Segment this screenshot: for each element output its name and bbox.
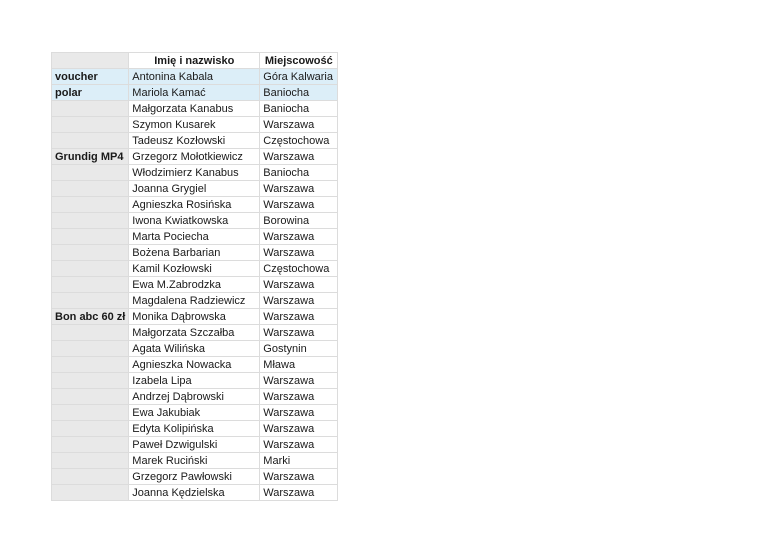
city-cell[interactable]: Warszawa: [260, 405, 338, 421]
table-row: [52, 181, 338, 197]
name-cell[interactable]: Antonina Kabala: [129, 69, 260, 85]
city-cell[interactable]: Warszawa: [260, 325, 338, 341]
table-row: [52, 357, 338, 373]
category-cell[interactable]: [52, 181, 129, 197]
city-cell[interactable]: Warszawa: [260, 469, 338, 485]
city-cell[interactable]: Warszawa: [260, 485, 338, 501]
spreadsheet: [51, 52, 338, 501]
table-row: [52, 389, 338, 405]
city-header[interactable]: Miejscowość: [260, 53, 338, 69]
table-row: [52, 261, 338, 277]
name-cell[interactable]: Magdalena Radziewicz: [129, 293, 260, 309]
city-cell[interactable]: Warszawa: [260, 117, 338, 133]
name-cell[interactable]: Joanna Kędzielska: [129, 485, 260, 501]
city-cell[interactable]: Warszawa: [260, 373, 338, 389]
table-row: [52, 341, 338, 357]
name-cell[interactable]: Agata Wilińska: [129, 341, 260, 357]
category-cell[interactable]: Bon abc 60 zł: [52, 309, 129, 325]
category-cell[interactable]: [52, 373, 129, 389]
category-cell[interactable]: [52, 453, 129, 469]
category-cell[interactable]: [52, 293, 129, 309]
category-cell[interactable]: [52, 357, 129, 373]
city-cell[interactable]: Warszawa: [260, 293, 338, 309]
name-cell[interactable]: Małgorzata Szczałba: [129, 325, 260, 341]
name-header[interactable]: Imię i nazwisko: [129, 53, 260, 69]
table-row: [52, 69, 338, 85]
name-cell[interactable]: Iwona Kwiatkowska: [129, 213, 260, 229]
table-row: [52, 165, 338, 181]
category-cell[interactable]: voucher: [52, 69, 129, 85]
name-cell[interactable]: Joanna Grygiel: [129, 181, 260, 197]
table-row: [52, 245, 338, 261]
category-cell[interactable]: [52, 485, 129, 501]
category-cell[interactable]: [52, 277, 129, 293]
city-cell[interactable]: Baniocha: [260, 101, 338, 117]
city-cell[interactable]: Baniocha: [260, 85, 338, 101]
table-row: [52, 485, 338, 501]
table-body: [52, 69, 338, 501]
name-cell[interactable]: Andrzej Dąbrowski: [129, 389, 260, 405]
city-cell[interactable]: Warszawa: [260, 421, 338, 437]
category-cell[interactable]: [52, 389, 129, 405]
table-row: [52, 437, 338, 453]
table-row: [52, 325, 338, 341]
city-cell[interactable]: Częstochowa: [260, 261, 338, 277]
table-row: [52, 309, 338, 325]
table-row: [52, 85, 338, 101]
city-cell[interactable]: Warszawa: [260, 277, 338, 293]
category-cell[interactable]: [52, 133, 129, 149]
city-cell[interactable]: Borowina: [260, 213, 338, 229]
name-cell[interactable]: Małgorzata Kanabus: [129, 101, 260, 117]
category-cell[interactable]: [52, 165, 129, 181]
table-row: [52, 373, 338, 389]
table-row: [52, 197, 338, 213]
table-row: [52, 117, 338, 133]
city-cell[interactable]: Warszawa: [260, 197, 338, 213]
city-cell[interactable]: Warszawa: [260, 309, 338, 325]
category-cell[interactable]: [52, 421, 129, 437]
name-cell[interactable]: Agnieszka Rosińska: [129, 197, 260, 213]
category-cell[interactable]: [52, 101, 129, 117]
name-cell[interactable]: Włodzimierz Kanabus: [129, 165, 260, 181]
category-cell[interactable]: polar: [52, 85, 129, 101]
category-cell[interactable]: [52, 341, 129, 357]
city-cell[interactable]: Warszawa: [260, 389, 338, 405]
name-cell[interactable]: Ewa M.Zabrodzka: [129, 277, 260, 293]
table-row: [52, 469, 338, 485]
category-cell[interactable]: Grundig MP4: [52, 149, 129, 165]
city-cell[interactable]: Warszawa: [260, 149, 338, 165]
city-cell[interactable]: Gostynin: [260, 341, 338, 357]
city-cell[interactable]: Baniocha: [260, 165, 338, 181]
category-cell[interactable]: [52, 437, 129, 453]
name-cell[interactable]: Agnieszka Nowacka: [129, 357, 260, 373]
city-cell[interactable]: Góra Kalwaria: [260, 69, 338, 85]
category-cell[interactable]: [52, 469, 129, 485]
name-cell[interactable]: Tadeusz Kozłowski: [129, 133, 260, 149]
table-row: [52, 293, 338, 309]
name-cell[interactable]: Edyta Kolipińska: [129, 421, 260, 437]
category-cell[interactable]: [52, 325, 129, 341]
name-cell[interactable]: Marta Pociecha: [129, 229, 260, 245]
table-row: [52, 277, 338, 293]
name-cell[interactable]: Kamil Kozłowski: [129, 261, 260, 277]
table-row: [52, 133, 338, 149]
table-row: [52, 421, 338, 437]
city-cell[interactable]: Warszawa: [260, 229, 338, 245]
table-row: [52, 453, 338, 469]
table-row: [52, 229, 338, 245]
name-cell[interactable]: Monika Dąbrowska: [129, 309, 260, 325]
category-cell[interactable]: [52, 245, 129, 261]
table-row: [52, 213, 338, 229]
name-cell[interactable]: Szymon Kusarek: [129, 117, 260, 133]
table-row: [52, 101, 338, 117]
category-cell[interactable]: [52, 117, 129, 133]
category-cell[interactable]: [52, 197, 129, 213]
name-cell[interactable]: Grzegorz Mołotkiewicz: [129, 149, 260, 165]
category-cell[interactable]: [52, 261, 129, 277]
city-cell[interactable]: Mława: [260, 357, 338, 373]
city-cell[interactable]: Częstochowa: [260, 133, 338, 149]
city-cell[interactable]: Warszawa: [260, 437, 338, 453]
table-row: [52, 149, 338, 165]
category-header[interactable]: [52, 53, 129, 69]
name-cell[interactable]: Grzegorz Pawłowski: [129, 469, 260, 485]
name-cell[interactable]: Mariola Kamać: [129, 85, 260, 101]
winners-table: [51, 52, 338, 501]
city-cell[interactable]: Marki: [260, 453, 338, 469]
city-cell[interactable]: Warszawa: [260, 245, 338, 261]
header-row: [52, 53, 338, 69]
category-cell[interactable]: [52, 229, 129, 245]
table-row: [52, 405, 338, 421]
name-cell[interactable]: Marek Ruciński: [129, 453, 260, 469]
name-cell[interactable]: Izabela Lipa: [129, 373, 260, 389]
category-cell[interactable]: [52, 213, 129, 229]
name-cell[interactable]: Paweł Dzwigulski: [129, 437, 260, 453]
city-cell[interactable]: Warszawa: [260, 181, 338, 197]
name-cell[interactable]: Ewa Jakubiak: [129, 405, 260, 421]
category-cell[interactable]: [52, 405, 129, 421]
name-cell[interactable]: Bożena Barbarian: [129, 245, 260, 261]
